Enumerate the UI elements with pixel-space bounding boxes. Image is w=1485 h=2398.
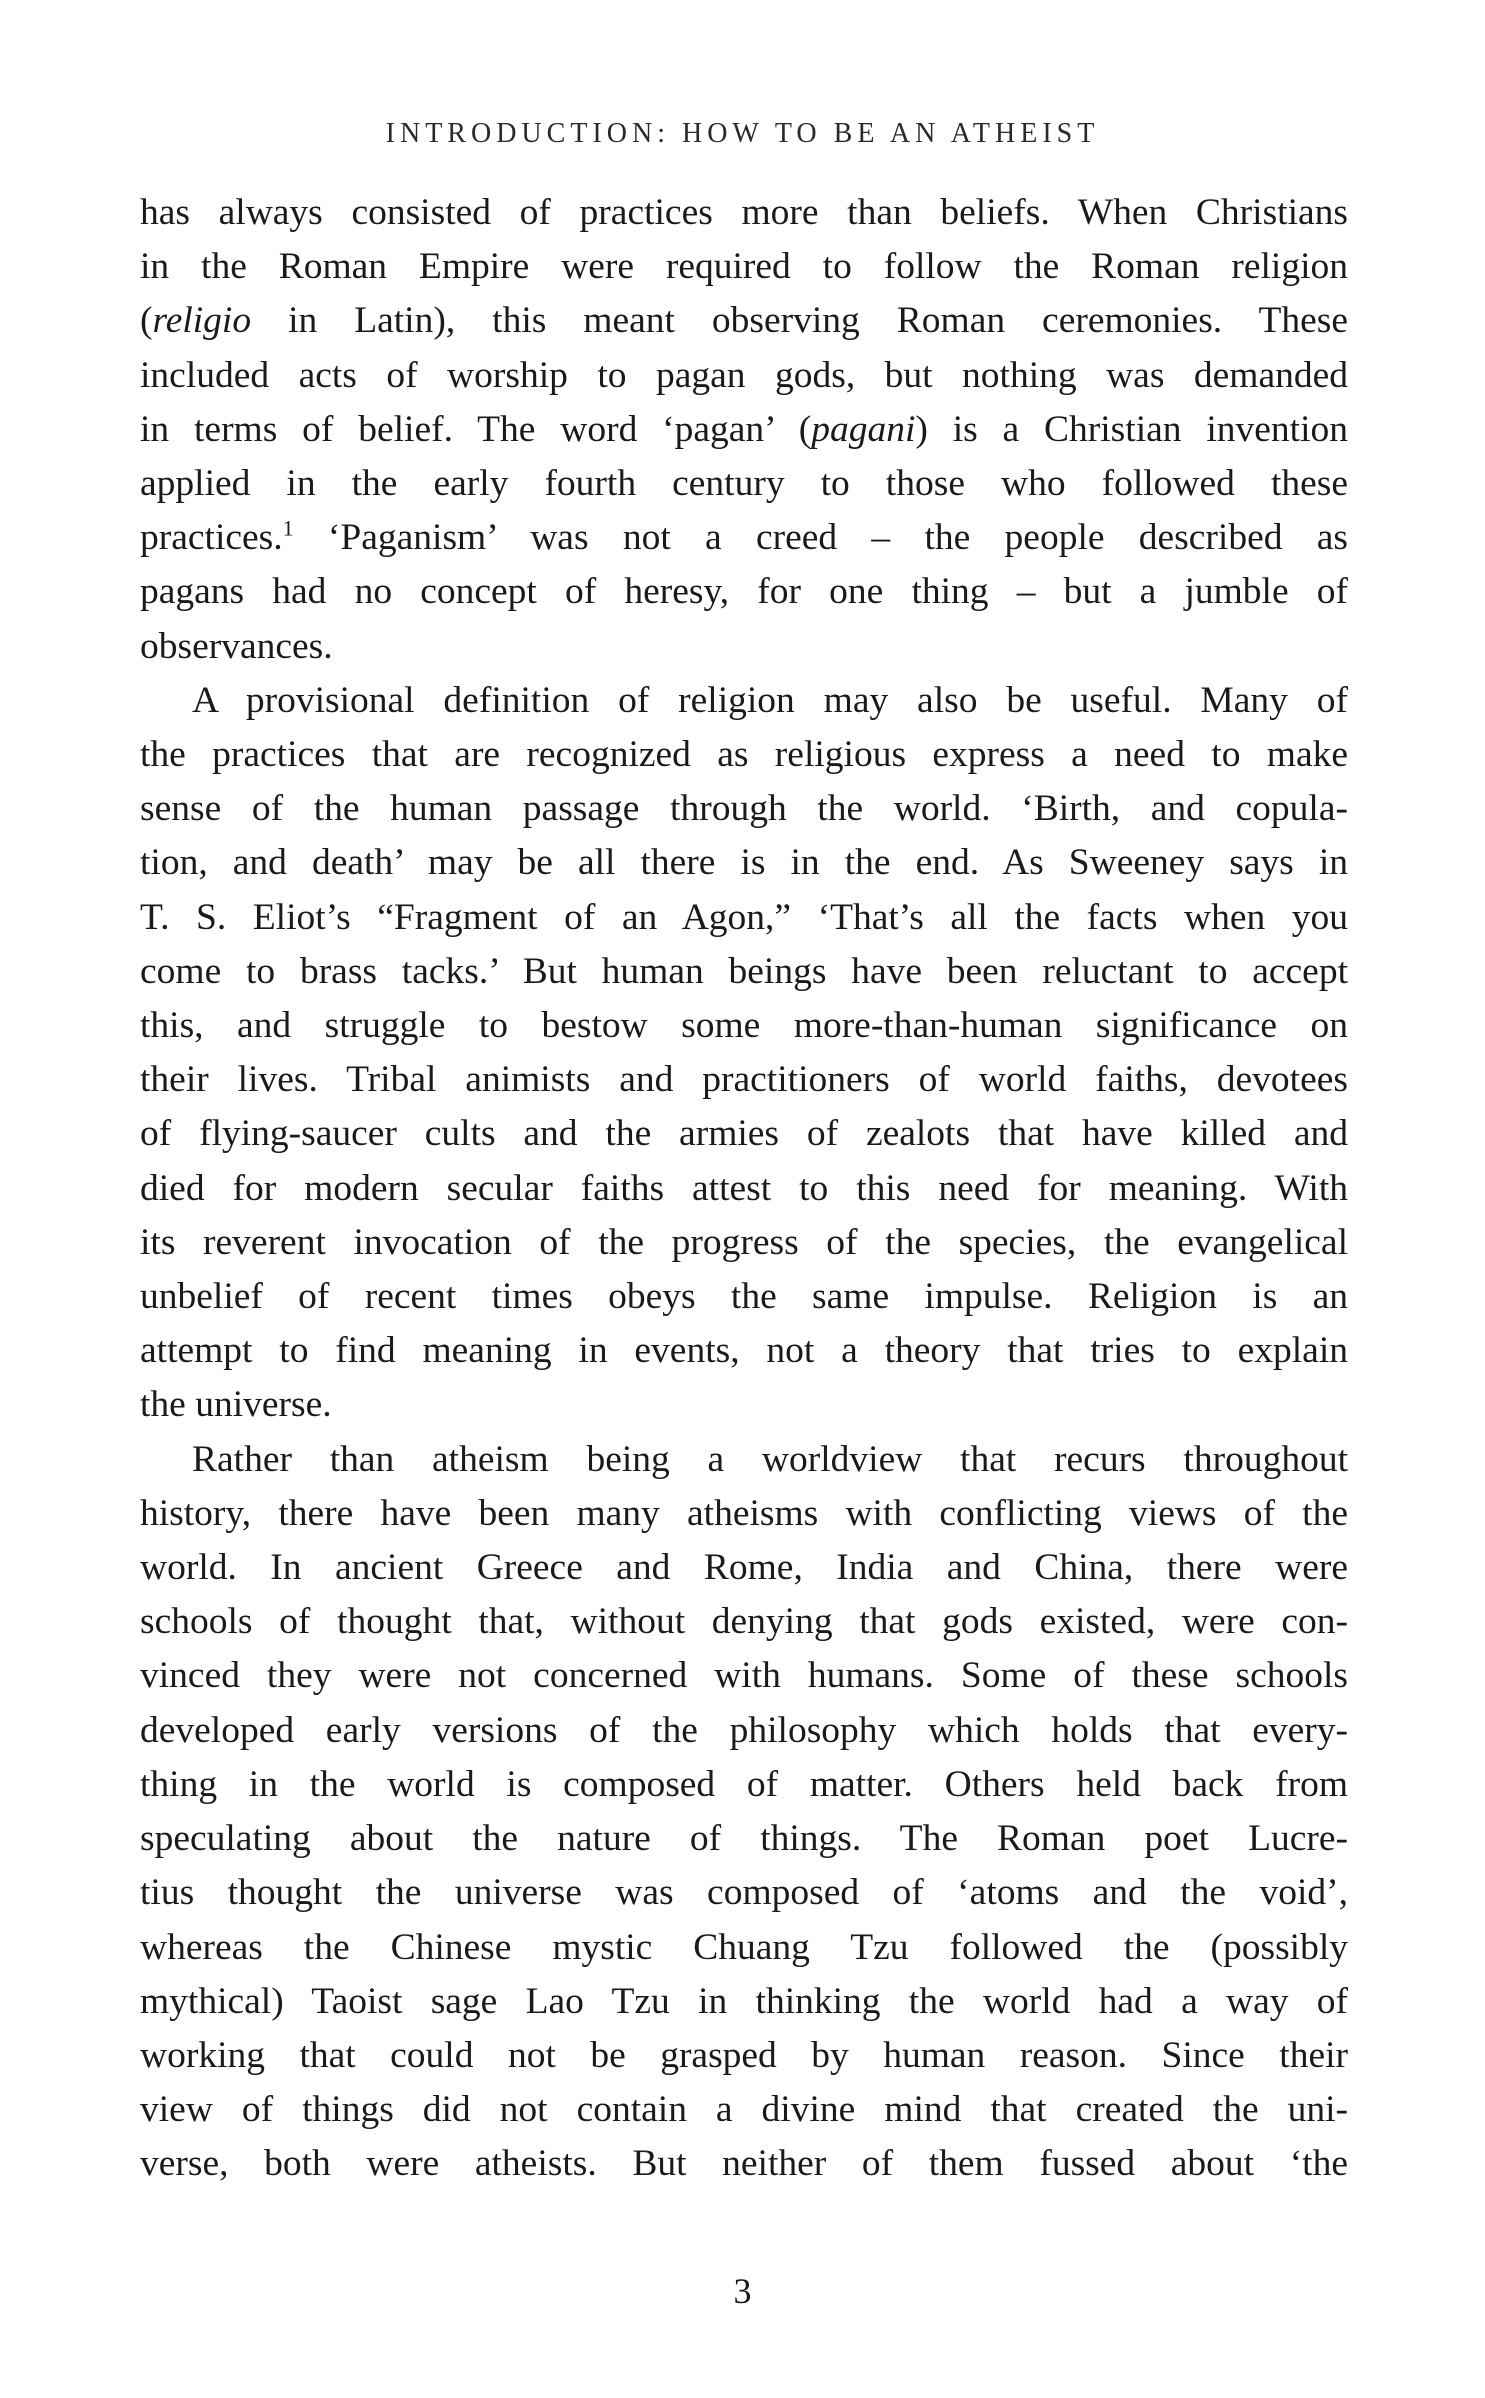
text-line: thing in the world is composed of matter. Others held back from — [140, 1763, 1348, 1805]
text-line: whereas the Chinese mystic Chuang Tzu followed the (possibly — [140, 1926, 1348, 1968]
body-text — [140, 186, 1348, 2192]
text-line: sense of the human passage through the world. ‘Birth, and copula- — [140, 788, 1348, 830]
text-line: T. S. Eliot’s “Fragment of an Agon,” ‘That’s all the facts when you — [140, 896, 1348, 938]
text-line: vinced they were not concerned with humans. Some of these schools — [140, 1655, 1348, 1697]
text-line: mythical) Taoist sage Lao Tzu in thinking the world had a way of — [140, 1980, 1348, 2022]
text-line: of flying-saucer cults and the armies of zealots that have killed and — [140, 1113, 1348, 1155]
text-line: come to brass tacks.’ But human beings have been reluctant to accept — [140, 950, 1348, 992]
text-line: (religio in Latin), this meant observing Roman ceremonies. These — [140, 300, 1348, 342]
text-line: applied in the early fourth century to those who followed these — [140, 463, 1348, 505]
text-line: this, and struggle to bestow some more-than-human significance on — [140, 1005, 1348, 1047]
text-line: practices.$^1$ ‘Paganism’ was not a creed – the people described as — [140, 515, 1348, 559]
paragraph-1 — [140, 186, 1348, 674]
text-line: working that could not be grasped by human reason. Since their — [140, 2034, 1348, 2076]
text-line: their lives. Tribal animists and practitioners of world faiths, devotees — [140, 1059, 1348, 1101]
text-line: tius thought the universe was composed of ‘atoms and the void’, — [140, 1872, 1348, 1914]
paragraph-2 — [140, 674, 1348, 1433]
text-line: developed early versions of the philosophy which holds that every- — [140, 1709, 1348, 1751]
text-line: in the Roman Empire were required to follow the Roman religion — [140, 246, 1348, 288]
text-line: schools of thought that, without denying that gods existed, were con- — [140, 1601, 1348, 1643]
text-line: A provisional definition of religion may also be useful. Many of — [192, 679, 1348, 721]
paragraph-3 — [140, 1433, 1348, 2192]
text-line: speculating about the nature of things. The Roman poet Lucre- — [140, 1818, 1348, 1860]
text-line: the practices that are recognized as religious express a need to make — [140, 734, 1348, 776]
text-line: world. In ancient Greece and Rome, India and China, there were — [140, 1547, 1348, 1589]
text-line: tion, and death’ may be all there is in the end. As Sweeney says in — [140, 842, 1348, 884]
text-line: observances. — [140, 625, 333, 667]
text-line: the universe. — [140, 1384, 332, 1426]
text-line: included acts of worship to pagan gods, but nothing was demanded — [140, 354, 1348, 396]
page-number: 3 — [733, 2271, 752, 2311]
text-line: Rather than atheism being a worldview that recurs throughout — [192, 1438, 1348, 1480]
text-line: verse, both were atheists. But neither of them fussed about ‘the — [140, 2143, 1348, 2185]
text-line: died for modern secular faiths attest to this need for meaning. With — [140, 1167, 1348, 1209]
text-line: in terms of belief. The word ‘pagan’ (pagani) is a Christian invention — [140, 408, 1348, 450]
text-line: unbelief of recent times obeys the same impulse. Religion is an — [140, 1276, 1348, 1318]
text-line: attempt to find meaning in events, not a theory that tries to explain — [140, 1330, 1348, 1372]
text-line: view of things did not contain a divine mind that created the uni- — [140, 2089, 1348, 2131]
text-line: its reverent invocation of the progress of the species, the evangelical — [140, 1221, 1348, 1263]
text-line: pagans had no concept of heresy, for one thing – but a jumble of — [140, 571, 1348, 613]
text-line: has always consisted of practices more than beliefs. When Christians — [140, 192, 1348, 233]
text-line: history, there have been many atheisms with conflicting views of the — [140, 1492, 1348, 1534]
running-head: INTRODUCTION: HOW TO BE AN ATHEIST — [385, 118, 1100, 149]
